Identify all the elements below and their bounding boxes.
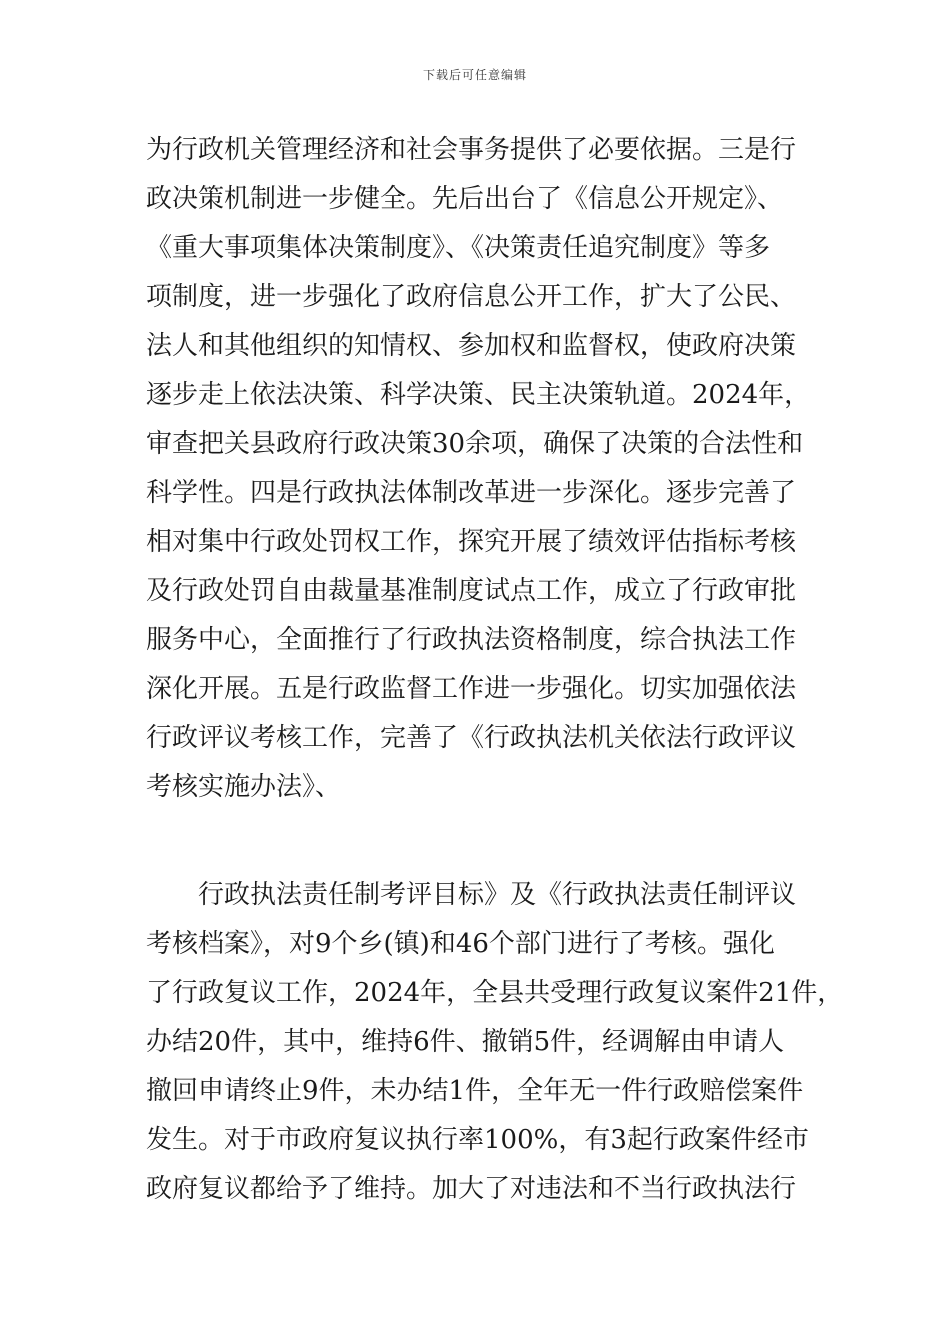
text-line: 深化开展。五是行政监督工作进一步强化。切实加强依法 [146, 674, 797, 704]
text-line: 行政评议考核工作，完善了《行政执法机关依法行政评议 [146, 723, 797, 753]
paragraph-1 [146, 126, 826, 812]
text-line: 服务中心，全面推行了行政执法资格制度，综合执法工作 [146, 625, 797, 655]
text-line: 政府复议都给予了维持。加大了对违法和不当行政执法行 [146, 1174, 797, 1204]
text-line: 办结20件，其中，维持6件、撤销5件，经调解由申请人 [146, 1027, 785, 1057]
paragraph-2 [146, 871, 844, 1214]
text-line: 了行政复议工作，2024年，全县共受理行政复议案件21件， [146, 978, 844, 1008]
text-line: 为行政机关管理经济和社会事务提供了必要依据。三是行 [146, 135, 797, 165]
text-line: 撤回申请终止9件，未办结1件，全年无一件行政赔偿案件 [146, 1076, 804, 1106]
text-line: 考核档案》，对9个乡(镇)和46个部门进行了考核。强化 [146, 929, 775, 959]
text-line: 项制度，进一步强化了政府信息公开工作，扩大了公民、 [146, 282, 797, 312]
page-header: 下载后可任意编辑 [422, 68, 527, 82]
text-line: 政决策机制进一步健全。先后出台了《信息公开规定》、 [146, 184, 784, 214]
text-line: 及行政处罚自由裁量基准制度试点工作，成立了行政审批 [146, 576, 797, 606]
text-line: 法人和其他组织的知情权、参加权和监督权，使政府决策 [146, 331, 797, 361]
text-line: 逐步走上依法决策、科学决策、民主决策轨道。2024年， [146, 380, 811, 410]
text-line: 审查把关县政府行政决策30余项，确保了决策的合法性和 [146, 429, 804, 459]
text-line: 相对集中行政处罚权工作，探究开展了绩效评估指标考核 [146, 527, 797, 557]
text-line: 科学性。四是行政执法体制改革进一步深化。逐步完善了 [146, 478, 797, 508]
text-line: 行政执法责任制考评目标》及《行政执法责任制评议 [146, 880, 797, 910]
text-line: 考核实施办法》、 [146, 772, 342, 802]
text-line: 发生。对于市政府复议执行率100%，有3起行政案件经市 [146, 1125, 809, 1155]
text-line: 《重大事项集体决策制度》、《决策责任追究制度》等多 [146, 233, 771, 263]
